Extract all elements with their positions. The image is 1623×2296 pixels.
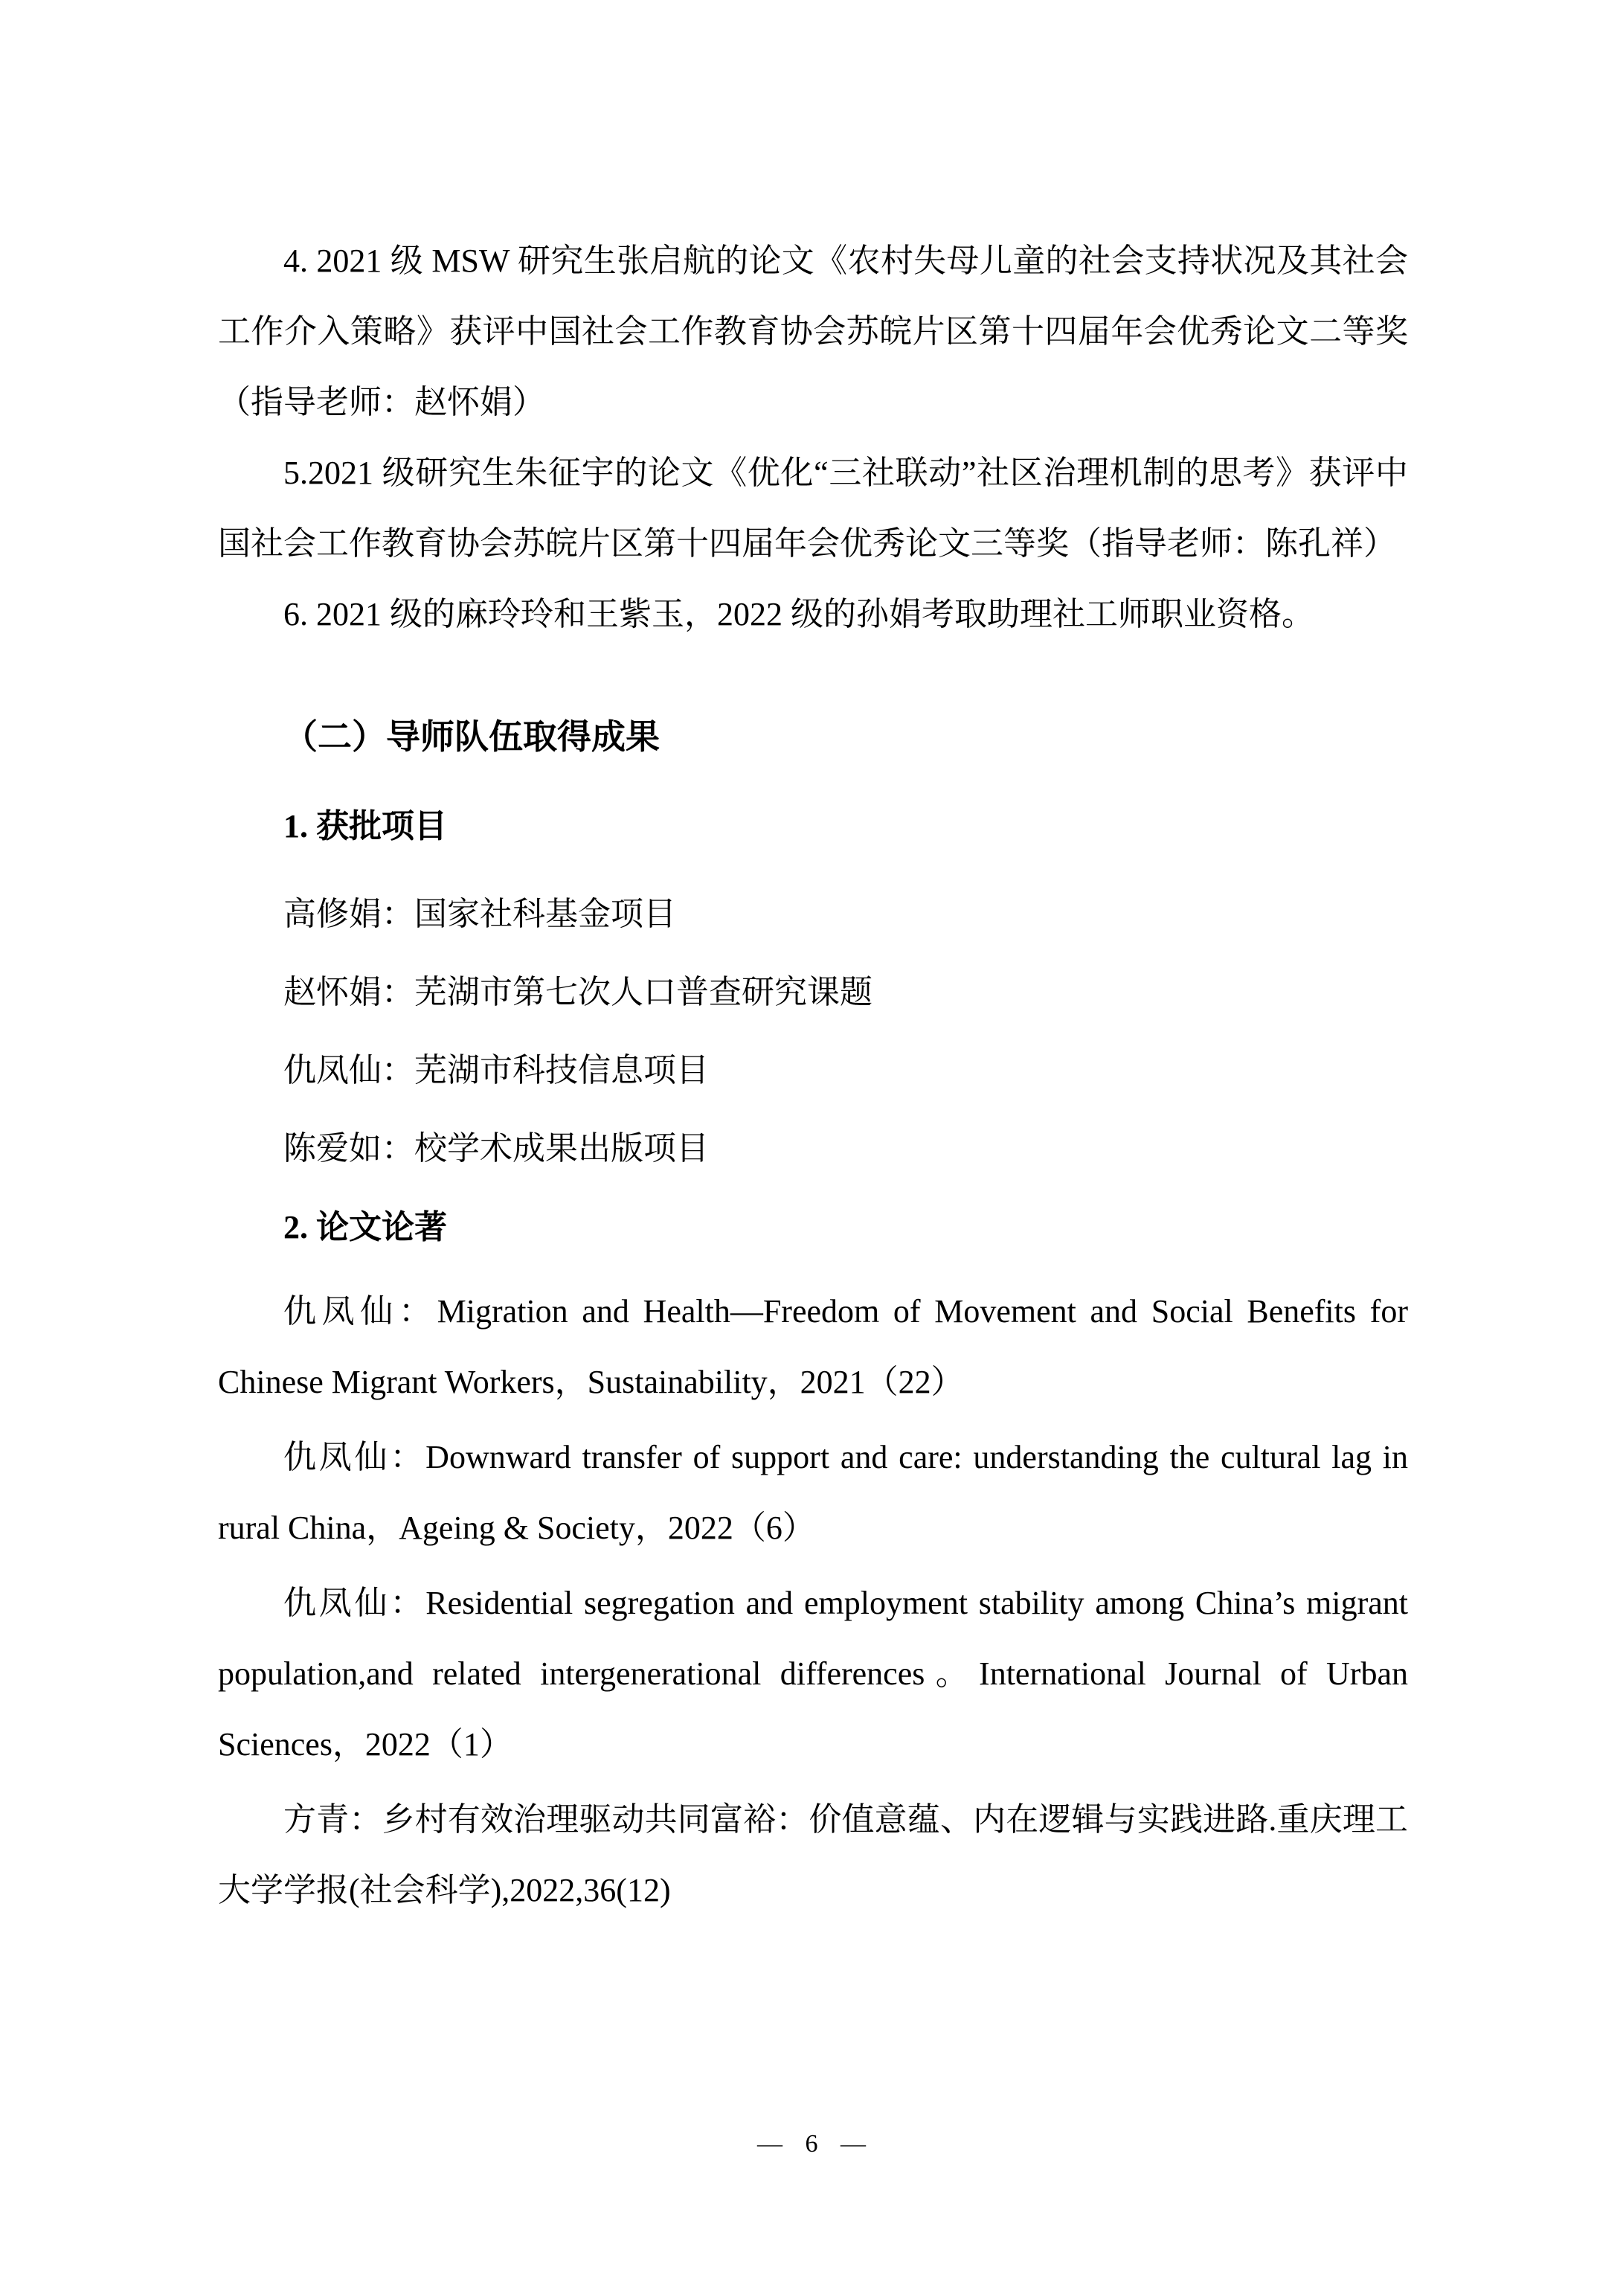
paragraph-student-award-4: 4. 2021 级 MSW 研究生张启航的论文《农村失母儿童的社会支持状况及其社会工作介入策略》获评中国社会工作教育协会苏皖片区第十四届年会优秀论文二等奖（指导老师：赵怀娟） [218,243,1408,420]
page-number: — 6 — [757,2130,866,2158]
page-content [218,0,1408,1930]
publication-item: 仇凤仙：Downward transfer of support and care: understanding the cultural lag in rural China，Ageing & Society，2022（6） [218,1439,1408,1546]
paragraph-student-award-6: 6. 2021 级的麻玲玲和王紫玉，2022 级的孙娟考取助理社工师职业资格。 [283,596,1314,632]
approved-project-item: 仇凤仙：芜湖市科技信息项目 [283,1052,709,1088]
subsection-heading-approved-projects: 1. 获批项目 [283,808,447,844]
paragraph-student-award-5: 5.2021 级研究生朱征宇的论文《优化“三社联动”社区治理机制的思考》获评中国社会工作教育协会苏皖片区第十四届年会优秀论文三等奖（指导老师：陈孔祥） [218,455,1408,562]
approved-project-item: 高修娟：国家社科基金项目 [283,896,676,932]
section-heading-mentor-achievements: （二）导师队伍取得成果 [283,718,660,756]
publication-item: 仇凤仙：Migration and Health—Freedom of Movement and Social Benefits for Chinese Migrant Workers，Sustainability，2021（22） [218,1293,1408,1400]
approved-project-item: 陈爱如：校学术成果出版项目 [283,1130,709,1167]
publication-item: 方青：乡村有效治理驱动共同富裕：价值意蕴、内在逻辑与实践进路.重庆理工大学学报(社会科学),2022,36(12) [218,1801,1408,1908]
approved-project-item: 赵怀娟：芜湖市第七次人口普查研究课题 [283,974,872,1010]
page-footer [0,2129,1623,2159]
subsection-heading-publications: 2. 论文论著 [283,1209,447,1245]
publication-item: 仇凤仙：Residential segregation and employment stability among China’s migrant population,and related intergenerational differences。International Journal of Urban Sciences，2022（1） [218,1585,1408,1763]
